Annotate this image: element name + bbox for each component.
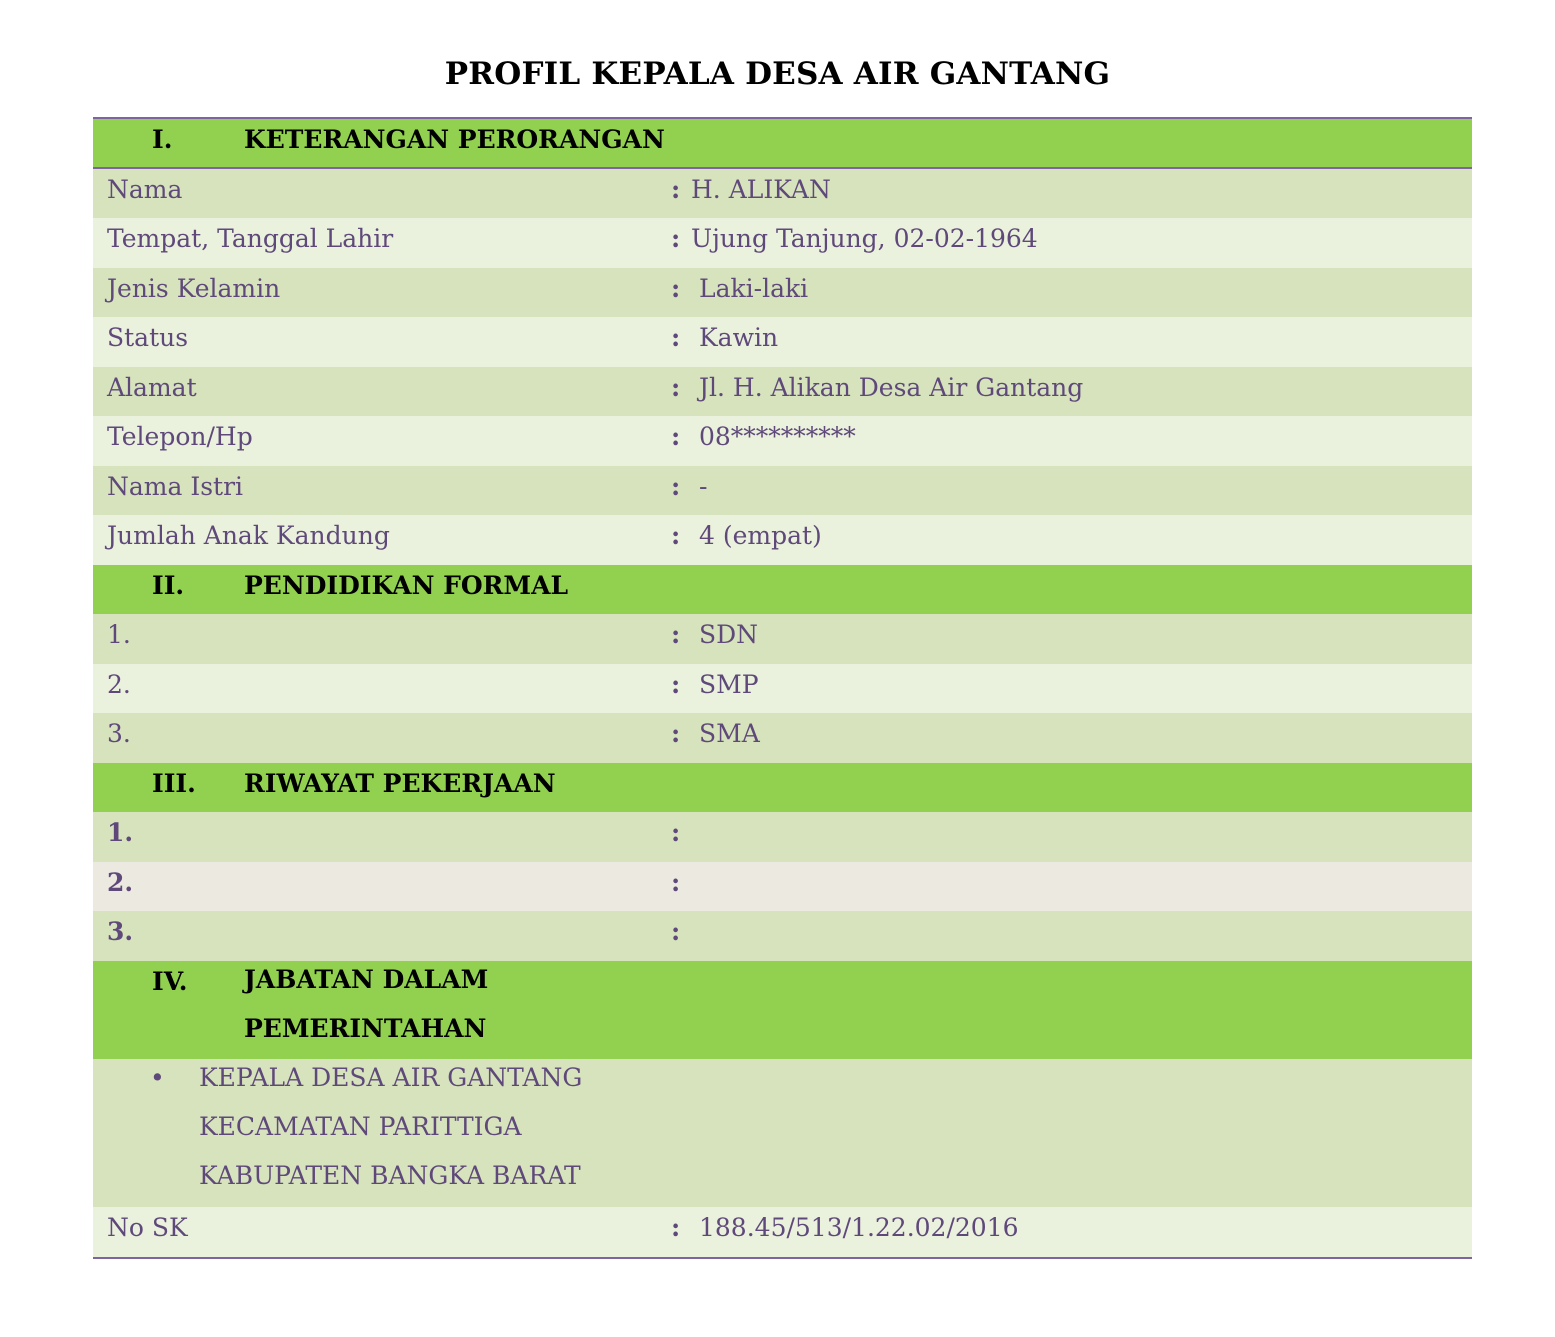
colon-separator: :	[671, 917, 681, 946]
field-label: No SK	[107, 1212, 188, 1242]
table-row	[93, 614, 1472, 664]
section-title	[244, 955, 488, 1053]
field-value: Laki-laki	[699, 273, 809, 303]
field-label: 3.	[107, 917, 134, 946]
table-row	[93, 317, 1472, 367]
position-list	[93, 1059, 1472, 1207]
section-header-personal	[93, 119, 1472, 169]
table-row	[93, 862, 1472, 912]
colon-separator: :	[671, 471, 681, 501]
field-value: SDN	[699, 620, 759, 649]
bullet-icon: •	[150, 1062, 165, 1092]
field-label: Tempat, Tanggal Lahir	[107, 224, 394, 253]
section-header-position	[93, 961, 1472, 1059]
colon-separator: :	[671, 224, 681, 253]
section-number: IV.	[152, 966, 188, 996]
table-row	[93, 416, 1472, 466]
colon-separator: :	[671, 867, 681, 897]
section-title-line: JABATAN DALAM	[244, 964, 489, 994]
field-value: SMP	[699, 669, 759, 699]
position-line: KEPALA DESA AIR GANTANG	[199, 1062, 583, 1092]
position-line: KECAMATAN PARITTIGA	[199, 1111, 522, 1141]
field-label: Alamat	[107, 372, 197, 402]
colon-separator: :	[671, 719, 681, 748]
profile-table	[93, 117, 1472, 1259]
table-row	[93, 466, 1472, 516]
page-title: PROFIL KEPALA DESA AIR GANTANG	[444, 56, 1111, 92]
colon-separator: :	[671, 818, 681, 847]
section-number: I.	[152, 125, 173, 154]
table-row	[93, 367, 1472, 417]
field-value: SMA	[699, 719, 760, 748]
field-value: Jl. H. Alikan Desa Air Gantang	[699, 372, 1084, 402]
field-label: Jumlah Anak Kandung	[107, 521, 390, 550]
field-value: -	[699, 471, 708, 501]
field-value: H. ALIKAN	[691, 174, 831, 204]
field-label: Telepon/Hp	[107, 422, 253, 451]
colon-separator: :	[671, 273, 681, 303]
field-value: 08**********	[699, 422, 856, 451]
field-label: 1.	[107, 818, 134, 847]
section-header-work	[93, 763, 1472, 813]
field-label: Jenis Kelamin	[107, 273, 281, 303]
table-row	[93, 268, 1472, 318]
position-text	[199, 1053, 582, 1200]
section-number: II.	[152, 570, 185, 600]
section-header-education	[93, 565, 1472, 615]
field-label: 2.	[107, 867, 134, 897]
table-row-sk	[93, 1207, 1472, 1257]
colon-separator: :	[671, 422, 681, 451]
section-number: III.	[152, 768, 196, 798]
field-value: 4 (empat)	[699, 521, 822, 550]
table-row	[93, 911, 1472, 961]
field-label: Nama Istri	[107, 471, 244, 501]
section-title: KETERANGAN PERORANGAN	[244, 125, 665, 154]
colon-separator: :	[671, 372, 681, 402]
field-label: Nama	[107, 174, 183, 204]
table-row	[93, 169, 1472, 219]
field-value: Ujung Tanjung, 02-02-1964	[691, 224, 1038, 253]
field-label: 3.	[107, 719, 131, 748]
table-row	[93, 812, 1472, 862]
section-title: PENDIDIKAN FORMAL	[244, 570, 569, 600]
field-label: 1.	[107, 620, 131, 649]
colon-separator: :	[671, 1212, 681, 1242]
section-title: RIWAYAT PEKERJAAN	[244, 768, 556, 798]
colon-separator: :	[671, 620, 681, 649]
position-line: KABUPATEN BANGKA BARAT	[199, 1160, 581, 1190]
table-row	[93, 218, 1472, 268]
colon-separator: :	[671, 323, 681, 352]
field-value: Kawin	[699, 323, 779, 352]
table-row	[93, 664, 1472, 714]
field-label: Status	[107, 323, 189, 352]
table-row	[93, 515, 1472, 565]
field-label: 2.	[107, 669, 131, 699]
colon-separator: :	[671, 174, 681, 204]
table-row	[93, 713, 1472, 763]
section-title-line: PEMERINTAHAN	[244, 1013, 487, 1043]
colon-separator: :	[671, 669, 681, 699]
colon-separator: :	[671, 521, 681, 550]
field-value: 188.45/513/1.22.02/2016	[699, 1212, 1019, 1242]
